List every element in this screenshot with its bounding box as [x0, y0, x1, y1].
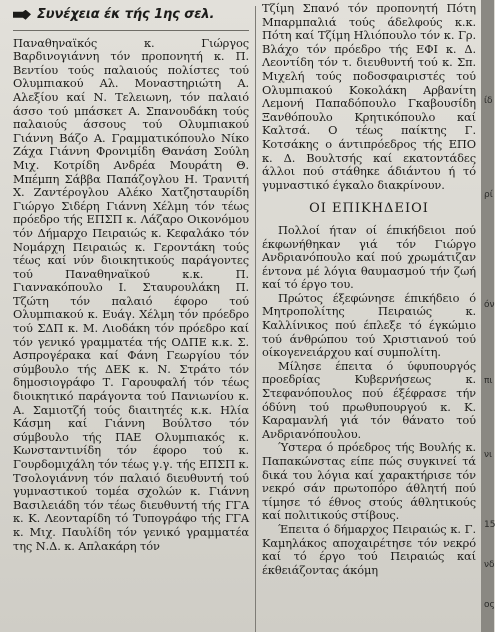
- edge-fragment: νδ: [484, 560, 495, 570]
- right-top-body-text: Τζίμη Σπανό τόν προπονητή Πότη Μπαρμπαλιά τούς άδελφούς κ.κ. Πότη καί Τζίμη Ηλιόπουλο τόν κ. Γρ. Βλάχο τόν πρόεδρο τής ΕΦΙ κ. Δ. Λεοντίδη τόν τ. διευθυντή τού κ. Σπ. Μιχελή τούς ποδοσφαιριστές τού Ολυμπιακού Κοκολάκη Αρβανίτη Λεμονή Παπαδόπουλο Γκαβουσίδη Ξανθόπουλο Κρητικόπουλο καί Καλτσά. Ο τέως παίκτης Γ. Κοτσάκης ο άντιπρόεδρος τής ΕΠΟ κ. Δ. Βουλτσής καί εκατοντάδες άλλοι πού στάθηκε άδιάντου ή τό γυμναστικό έγκαλο διακρίνουν.: [262, 1, 476, 192]
- section-title: ΟΙ ΕΠΙΚΗΔΕΙΟΙ: [309, 201, 429, 217]
- left-body-text: Παναθηναϊκός κ. Γιώργος Βαρδινογιάννη τόν προπονητή κ. Π. Βεντίου τούς παλαιούς πολίστες τού Ολυμπιακού Αλ. Μοναστηριώτη Α. Αλεξίου καί Ν. Τελειωνη, τόν παλαιό άσσο τού μπάσκετ Α. Σπανουδάκη τούς παλαιούς άσσους τού Ολυμπιακού Γιάννη Βάζο Α. Γραμματικόπουλο Νίκο Ζάχα Γιάννη Φρονιμίδη Θανάση Σούλη Μιχ. Κοτρίδη Ανδρέα Μουράτη Θ. Μπέμπη Σάββα Παπάζογλου Η. Τρανιτή Χ. Ζαντέρογλου Αλέκο Χατζησταυρίδη Γιώργο Σιδέρη Γιάννη Χέλμη τόν τέως πρόεδρο τής ΕΠΣΠ κ. Λάζαρο Οικονόμου τόν Δήμαρχο Πειραιώς κ. Κεφαλάκο τόν Νομάρχη Πειραιώς κ. Γεροντάκη τούς τέως καί νύν διοικητικούς παράγοντες τού Παναθηναϊκού κ.κ. Π. Γιαννακόπουλο Ι. Σταυρουλάκη Π. Τζώτη τόν παλαιό έφορο τού Ολυμπιακού κ. Ευάγ. Χέλμη τόν πρόεδρο τού ΣΔΠ κ. Μ. Λιοδάκη τόν πρόεδρο καί τόν γενικό γραμματέα τής ΟΔΠΕ κ.κ. Σ. Ασπρογέρακα καί Φάνη Γεωργίου τόν σύμβουλο τής ΔΕΚ κ. Ν. Στράτο τόν δημοσιογράφο Τ. Γαρουφαλή τόν τέως διοικητικό παράγοντα τού Πανιωνίου κ. Α. Σαμιοτζή τούς διαιτητές κ.κ. Ηλία Κάσμη καί Γιάννη Βούλτσο τόν σύμβουλο τής ΠΑΕ Ολυμπιακός κ. Κωνσταντινίδη τόν έφορο τού κ. Γουρδομιχάλη τόν τέως γ.γ. τής ΕΠΣΠ κ. Τσολογιάννη τόν παλαιό διευθυντή τού γυμναστικού τομέα σχολών κ. Γιάννη Βασιλειάδη τόν τέως διευθυντή τής ΓΓΑ κ. Κ. Λεονταρίδη τό Τυπογράφο τής ΓΓΑ κ. Μιχ. Παυλίδη τόν γενικό γραμματέα της Ν.Δ. κ. Απλακάρη τόν: [13, 35, 249, 553]
- paragraph: Ύστερα ό πρόεδρος τής Βουλής κ. Παπακώνστας είπε πώς συγκινεί τά δικά του λόγια καί χαρακτήρισε τόν νεκρό σάν πρωτοπόρο άθλητή πού τίμησε τό έθνος στούς άθλητικούς καί πολιτικούς στίβους.: [262, 440, 476, 523]
- paragraph: Πρώτος έξεφώνησε έπικήδειο ό Μητροπολίτης Πειραιώς κ. Καλλίνικος πού έπλεξε τό έγκώμιο τού άνθρώπου τού Χριστιανού τού οίκογενειάρχου καί συμπολίτη.: [262, 290, 476, 360]
- edge-fragment: 15: [484, 520, 495, 530]
- right-column: [262, 0, 476, 632]
- pointing-hand-icon: [13, 10, 31, 20]
- edge-fragment: πι: [484, 376, 493, 386]
- edge-fragment: ίδ: [484, 96, 493, 106]
- heading-divider: [13, 30, 249, 31]
- edge-fragment: όν: [484, 300, 495, 310]
- paragraph: Πολλοί ήταν οί έπικήδειοι πού έκφωνήθηκαν γιά τόν Γιώργο Ανδριανόπουλο καί πού χρωμάτιζαν έντονα μέ λόγια θαυμασμού τήν ζωή καί τό έργο του.: [262, 222, 476, 292]
- edge-fragment: ος: [484, 600, 495, 610]
- column-divider: [255, 6, 256, 632]
- paragraph: Έπειτα ό δήμαρχος Πειραιώς κ. Γ. Καμηλάκος αποχαιρέτησε τόν νεκρό καί τό έργο τού Πειραιώς καί έκθειάζοντας άκόμη: [262, 521, 476, 577]
- edge-fragment: ρί: [484, 190, 493, 200]
- left-column: [13, 0, 249, 632]
- continuation-heading: [13, 8, 249, 22]
- adjacent-page-edge: [481, 0, 494, 632]
- edge-fragment: νι: [484, 450, 493, 460]
- paragraph: Μίλησε έπειτα ό ύφυπουργός προεδρίας Κυβερνήσεως κ. Στεφανόπουλος πού έξέφρασε τήν όδύνη τού πρωθυπουργού κ. Κ. Καραμανλή γιά τόν θάνατο τού Ανδριανόπουλου.: [262, 358, 476, 441]
- continuation-heading-text: Συνέχεια έκ τής 1ης σελ.: [37, 7, 215, 22]
